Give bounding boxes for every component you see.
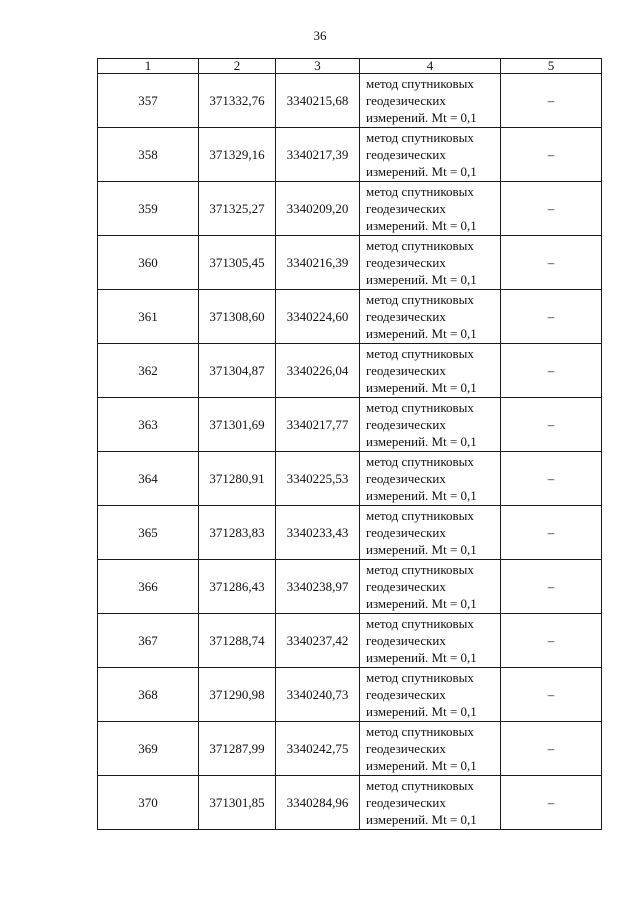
method-line: измерений. Mt = 0,1: [366, 758, 477, 773]
method-cell: [360, 290, 501, 344]
method-line: метод спутниковых: [366, 616, 474, 631]
method-cell: [360, 722, 501, 776]
method-line: метод спутниковых: [366, 670, 474, 685]
method-line: геодезических: [366, 687, 446, 702]
y-coordinate-cell: 3340226,04: [276, 344, 360, 398]
note-cell: –: [501, 74, 602, 128]
x-coordinate-cell: 371332,76: [199, 74, 276, 128]
method-line: метод спутниковых: [366, 346, 474, 361]
method-line: измерений. Mt = 0,1: [366, 488, 477, 503]
coordinates-table: [97, 58, 602, 830]
method-cell: [360, 344, 501, 398]
table-row: [98, 452, 602, 506]
method-line: измерений. Mt = 0,1: [366, 380, 477, 395]
y-coordinate-cell: 3340215,68: [276, 74, 360, 128]
y-coordinate-cell: 3340225,53: [276, 452, 360, 506]
y-coordinate-cell: 3340284,96: [276, 776, 360, 830]
method-line: измерений. Mt = 0,1: [366, 542, 477, 557]
y-coordinate-cell: 3340240,73: [276, 668, 360, 722]
point-number-cell: 369: [98, 722, 199, 776]
point-number-cell: 361: [98, 290, 199, 344]
x-coordinate-cell: 371329,16: [199, 128, 276, 182]
table-row: [98, 290, 602, 344]
x-coordinate-cell: 371304,87: [199, 344, 276, 398]
method-line: геодезических: [366, 147, 446, 162]
table-body: [98, 74, 602, 830]
table-row: [98, 398, 602, 452]
method-line: метод спутниковых: [366, 562, 474, 577]
x-coordinate-cell: 371280,91: [199, 452, 276, 506]
table-row: [98, 236, 602, 290]
point-number-cell: 367: [98, 614, 199, 668]
point-number-cell: 358: [98, 128, 199, 182]
point-number-cell: 363: [98, 398, 199, 452]
note-cell: –: [501, 182, 602, 236]
note-cell: –: [501, 344, 602, 398]
method-line: измерений. Mt = 0,1: [366, 704, 477, 719]
point-number-cell: 357: [98, 74, 199, 128]
method-cell: [360, 560, 501, 614]
note-cell: –: [501, 614, 602, 668]
point-number-cell: 368: [98, 668, 199, 722]
note-cell: –: [501, 668, 602, 722]
x-coordinate-cell: 371286,43: [199, 560, 276, 614]
y-coordinate-cell: 3340233,43: [276, 506, 360, 560]
table-row: [98, 506, 602, 560]
method-line: измерений. Mt = 0,1: [366, 272, 477, 287]
x-coordinate-cell: 371301,85: [199, 776, 276, 830]
x-coordinate-cell: 371290,98: [199, 668, 276, 722]
header-col-3: 3: [276, 59, 360, 74]
table-header-row: [98, 59, 602, 74]
method-cell: [360, 128, 501, 182]
header-col-1: 1: [98, 59, 199, 74]
note-cell: –: [501, 236, 602, 290]
method-line: геодезических: [366, 525, 446, 540]
table-row: [98, 128, 602, 182]
y-coordinate-cell: 3340217,77: [276, 398, 360, 452]
method-line: измерений. Mt = 0,1: [366, 218, 477, 233]
y-coordinate-cell: 3340224,60: [276, 290, 360, 344]
x-coordinate-cell: 371283,83: [199, 506, 276, 560]
note-cell: –: [501, 398, 602, 452]
method-line: метод спутниковых: [366, 508, 474, 523]
point-number-cell: 364: [98, 452, 199, 506]
note-cell: –: [501, 452, 602, 506]
header-col-2: 2: [199, 59, 276, 74]
method-cell: [360, 452, 501, 506]
method-line: метод спутниковых: [366, 400, 474, 415]
method-line: измерений. Mt = 0,1: [366, 326, 477, 341]
y-coordinate-cell: 3340238,97: [276, 560, 360, 614]
method-line: геодезических: [366, 471, 446, 486]
y-coordinate-cell: 3340217,39: [276, 128, 360, 182]
table-row: [98, 722, 602, 776]
method-line: измерений. Mt = 0,1: [366, 812, 477, 827]
table-row: [98, 344, 602, 398]
method-line: метод спутниковых: [366, 778, 474, 793]
table-row: [98, 182, 602, 236]
table-row: [98, 74, 602, 128]
method-line: метод спутниковых: [366, 292, 474, 307]
y-coordinate-cell: 3340216,39: [276, 236, 360, 290]
method-line: метод спутниковых: [366, 724, 474, 739]
x-coordinate-cell: 371325,27: [199, 182, 276, 236]
note-cell: –: [501, 128, 602, 182]
x-coordinate-cell: 371308,60: [199, 290, 276, 344]
x-coordinate-cell: 371287,99: [199, 722, 276, 776]
y-coordinate-cell: 3340237,42: [276, 614, 360, 668]
x-coordinate-cell: 371305,45: [199, 236, 276, 290]
table-row: [98, 668, 602, 722]
method-line: измерений. Mt = 0,1: [366, 650, 477, 665]
point-number-cell: 365: [98, 506, 199, 560]
point-number-cell: 360: [98, 236, 199, 290]
method-line: геодезических: [366, 579, 446, 594]
method-line: геодезических: [366, 795, 446, 810]
method-line: геодезических: [366, 741, 446, 756]
method-cell: [360, 506, 501, 560]
point-number-cell: 359: [98, 182, 199, 236]
method-line: геодезических: [366, 93, 446, 108]
page-number: 36: [313, 28, 327, 43]
point-number-cell: 366: [98, 560, 199, 614]
method-line: геодезических: [366, 201, 446, 216]
y-coordinate-cell: 3340242,75: [276, 722, 360, 776]
method-line: геодезических: [366, 363, 446, 378]
method-line: метод спутниковых: [366, 184, 474, 199]
method-line: измерений. Mt = 0,1: [366, 110, 477, 125]
method-line: метод спутниковых: [366, 238, 474, 253]
note-cell: –: [501, 506, 602, 560]
note-cell: –: [501, 722, 602, 776]
method-line: измерений. Mt = 0,1: [366, 434, 477, 449]
method-cell: [360, 236, 501, 290]
point-number-cell: 370: [98, 776, 199, 830]
method-cell: [360, 776, 501, 830]
table-row: [98, 614, 602, 668]
table-row: [98, 776, 602, 830]
note-cell: –: [501, 560, 602, 614]
table-row: [98, 560, 602, 614]
method-cell: [360, 398, 501, 452]
method-line: геодезических: [366, 255, 446, 270]
method-line: метод спутниковых: [366, 454, 474, 469]
y-coordinate-cell: 3340209,20: [276, 182, 360, 236]
header-col-5: 5: [501, 59, 602, 74]
method-cell: [360, 74, 501, 128]
header-col-4: 4: [360, 59, 501, 74]
method-line: геодезических: [366, 417, 446, 432]
note-cell: –: [501, 776, 602, 830]
x-coordinate-cell: 371301,69: [199, 398, 276, 452]
method-line: измерений. Mt = 0,1: [366, 164, 477, 179]
method-line: геодезических: [366, 633, 446, 648]
method-cell: [360, 614, 501, 668]
point-number-cell: 362: [98, 344, 199, 398]
method-cell: [360, 668, 501, 722]
x-coordinate-cell: 371288,74: [199, 614, 276, 668]
method-line: метод спутниковых: [366, 130, 474, 145]
method-line: метод спутниковых: [366, 76, 474, 91]
method-line: измерений. Mt = 0,1: [366, 596, 477, 611]
method-cell: [360, 182, 501, 236]
method-line: геодезических: [366, 309, 446, 324]
note-cell: –: [501, 290, 602, 344]
